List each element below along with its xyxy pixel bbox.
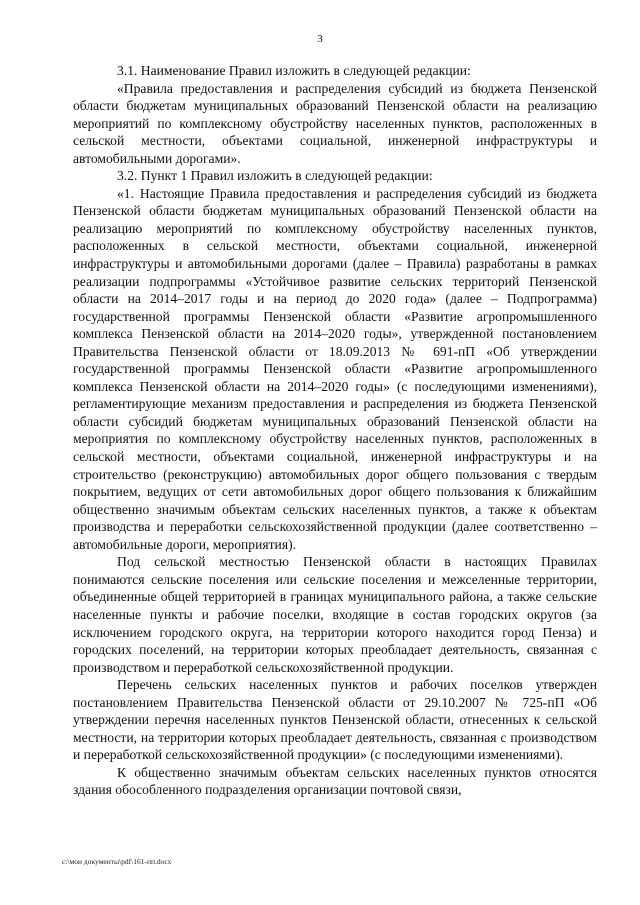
paragraph-settlements-list: Перечень сельских населенных пунктов и рабочих поселков утвержден постановлением Правительства Пензенской области от 29.10.2007 № 725-пП «Об утверждении перечня населенных пунктов Пензенской области, отнесенных к сельской местности, на территории которых преобладает деятельность, связанная с производством и переработкой сельскохозяйственной продукции» (с последующими изменениями).	[73, 677, 597, 763]
paragraph-point-1: «1. Настоящие Правила предоставления и распределения субсидий из бюджета Пензенской области бюджетам муниципальных образований Пензенской области на реализацию мероприятий по комплексному обустройству населенных пунктов, расположенных в сельской местности, объектами социальной, инженерной инфраструктуры и автомобильными дорогами (далее – Правила) разработаны в рамках реализации подпрограммы «Устойчивое развитие сельских территорий Пензенской области на 2014–2017 годы и на период до 2020 года» (далее – Подпрограмма) государственной программы Пензенской области «Развитие агропромышленного комплекса Пензенской области на 2014–2020 годы», утвержденной постановлением Правительства Пензенской области от 18.09.2013 № 691-пП «Об утверждении государственной программы Пензенской области «Развитие агропромышленного комплекса Пензенской области на 2014–2020 годы» (с последующими изменениями), регламентирующие механизм предоставления и распределения из бюджета Пензенской области субсидий бюджетам муниципальных образований Пензенской области на мероприятия по комплексному обустройству населенных пунктов, расположенных в сельской местности, объектами социальной, инженерной инфраструктуры и на строительство (реконструкцию) автомобильных дорог общего пользования с твердым покрытием, ведущих от сети автомобильных дорог общего пользования к ближайшим общественно значимым объектам сельских населенных пунктов, а также к объектам производства и переработки сельскохозяйственной продукции (далее соответственно – автомобильные дороги, мероприятия).	[73, 185, 597, 552]
footer-file-path: c:\мои документы\pdf\161-пп.docx	[62, 857, 172, 866]
document-body	[73, 62, 597, 799]
paragraph-public-objects: К общественно значимым объектам сельских населенных пунктов относятся здания обособленного подразделения организации почтовой связи,	[73, 764, 597, 798]
paragraph-rural-area: Под сельской местностью Пензенской области в настоящих Правилах понимаются сельские поселения или сельские поселения и межселенные территории, объединенные общей территорией в границах муниципального района, а также сельские населенные пункты и рабочие поселки, входящие в состав городских округов (за исключением городского округа, на территории которого находится город Пенза) и городских поселений, на территории которых преобладает деятельность, связанная с производством и переработкой сельскохозяйственной продукции.	[73, 554, 597, 675]
paragraph-rules-title: «Правила предоставления и распределения субсидий из бюджета Пензенской области бюджетам муниципальных образований Пензенской области на реализацию мероприятий по комплексному обустройству населенных пунктов, расположенных в сельской местности, объектами социальной, инженерной инфраструктуры и автомобильными дорогами».	[73, 80, 597, 166]
page-number: 3	[317, 33, 323, 45]
paragraph-3-1-heading: 3.1. Наименование Правил изложить в следующей редакции:	[117, 63, 471, 78]
paragraph-3-2-heading: 3.2. Пункт 1 Правил изложить в следующей редакции:	[117, 168, 433, 184]
